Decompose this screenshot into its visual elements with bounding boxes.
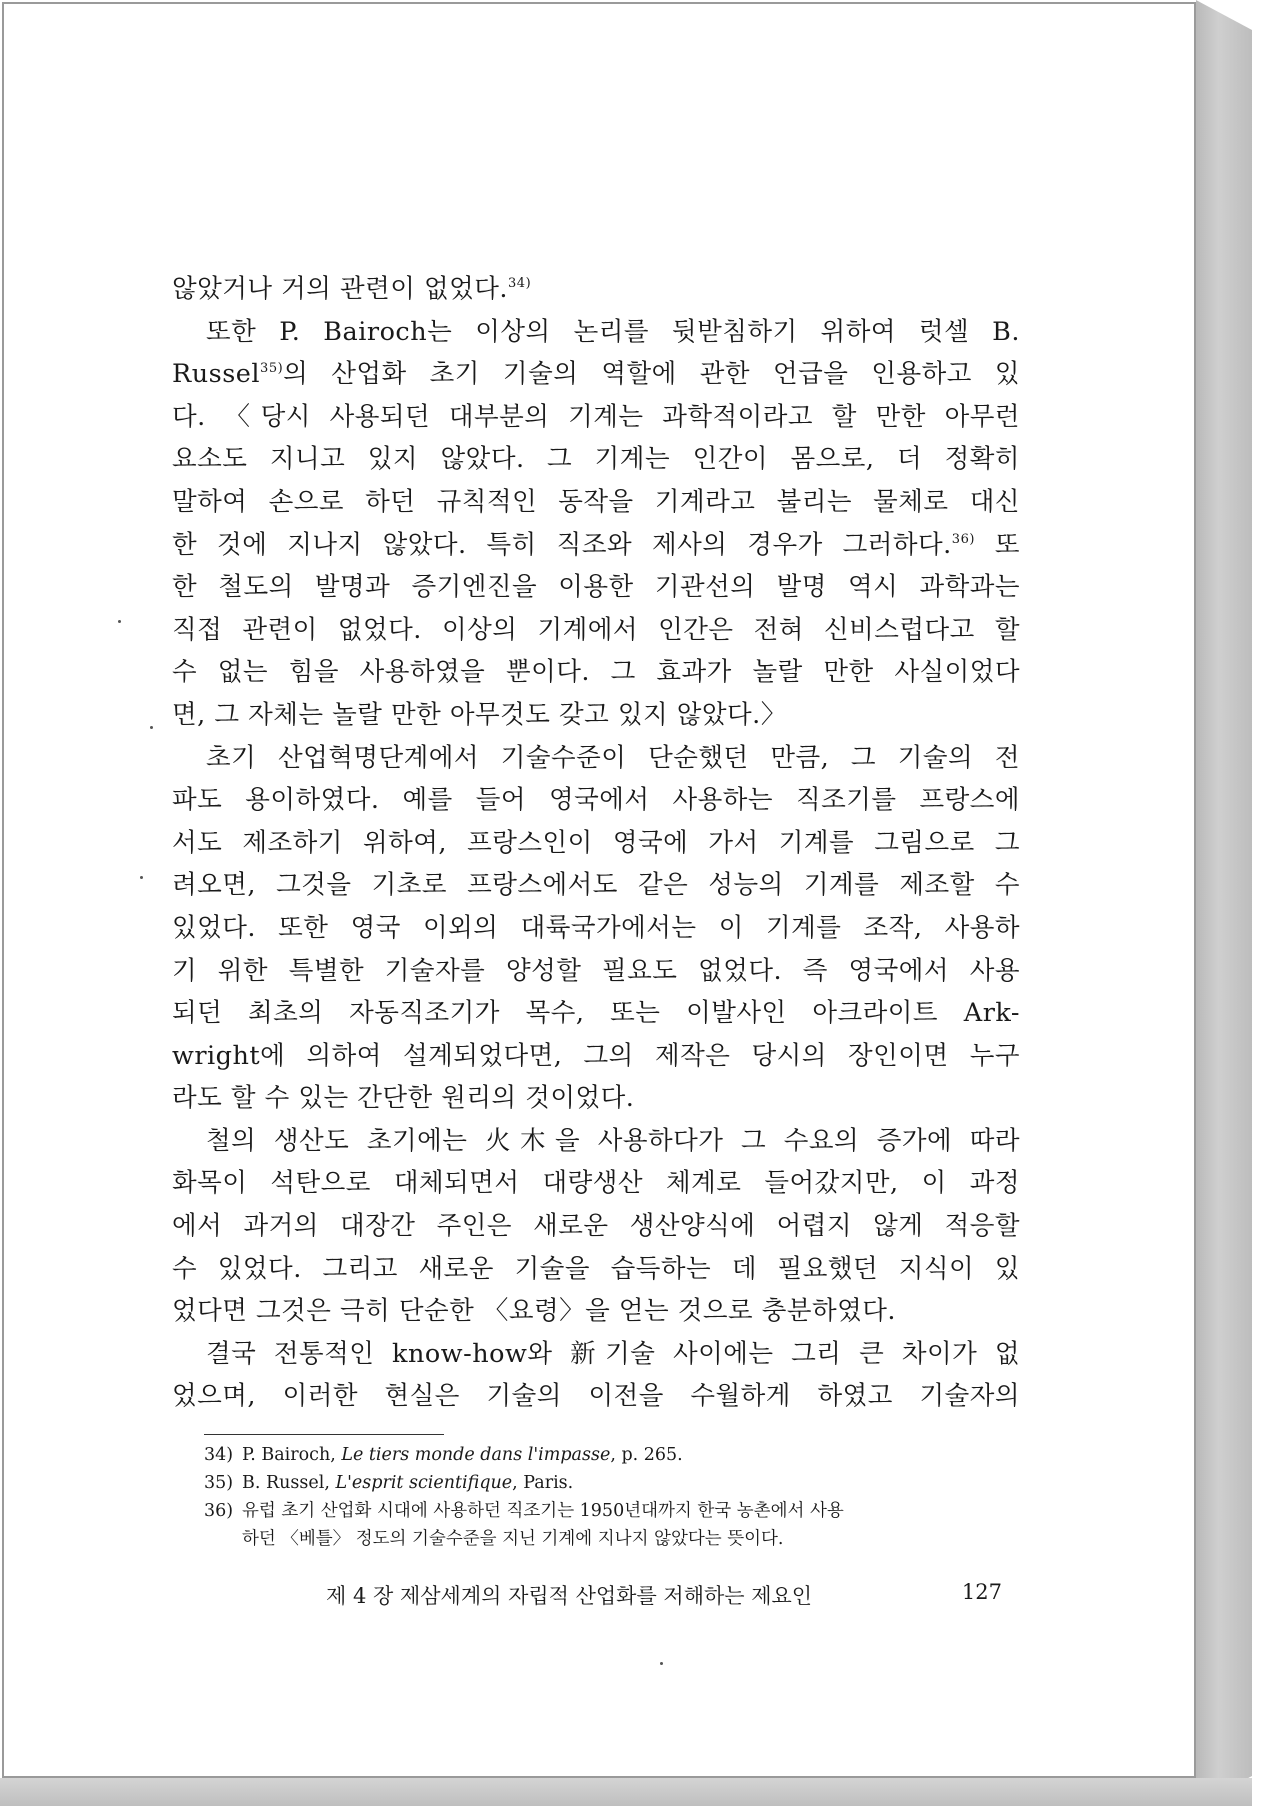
line-text: 있었다. 또한 영국 이외의 대륙국가에서는 이 기계를 조작, 사용하 (172, 912, 1020, 943)
page-edge-shadow-right (1196, 0, 1252, 1806)
text-line (172, 566, 1020, 609)
text-line (172, 1077, 1020, 1120)
line-text: 또 (974, 529, 1020, 560)
line-text: 다. 〈당시 사용되던 대부분의 기계는 과학적이라고 할 만한 아무런 (172, 401, 1020, 432)
line-text: 려오면, 그것을 기초로 프랑스에서도 같은 성능의 기계를 제조할 수 (172, 870, 1020, 901)
text-line (172, 950, 1020, 993)
line-text: 서도 제조하기 위하여, 프랑스인이 영국에 가서 기계를 그림으로 그 (172, 827, 1020, 858)
footnote (204, 1497, 1020, 1525)
book-page (2, 2, 1196, 1778)
text-line (172, 311, 1020, 354)
text-line (172, 1248, 1020, 1291)
line-text: 말하여 손으로 하던 규칙적인 동작을 기계라고 불리는 물체로 대신 (172, 486, 1020, 517)
text-line (172, 1035, 1020, 1078)
footnote-title: L'esprit scientifique (335, 1473, 513, 1493)
footnote-text: , p. 265. (610, 1445, 683, 1465)
text-line (172, 1375, 1020, 1418)
text-line (172, 822, 1020, 865)
line-text: 또한 P. Bairoch는 이상의 논리를 뒷받침하기 위하여 럿셀 B. (206, 316, 1020, 347)
text-line (172, 1333, 1020, 1376)
page-edge-shadow-bottom (0, 1778, 1252, 1806)
line-text: 라도 할 수 있는 간단한 원리의 것이었다. (172, 1083, 635, 1114)
line-text: 요소도 지니고 있지 않았다. 그 기계는 인간이 몸으로, 더 정확히 (172, 444, 1020, 475)
line-text: 한 철도의 발명과 증기엔진을 이용한 기관선의 발명 역시 과학과는 (172, 572, 1020, 603)
text-line (172, 481, 1020, 524)
scan-speck (118, 620, 121, 623)
footnote (204, 1469, 1020, 1497)
line-text: 되던 최초의 자동직조기가 목수, 또는 이발사인 아크라이트 Ark- (172, 998, 1020, 1029)
line-text: 의 산업화 초기 기술의 역할에 관한 언급을 인용하고 있 (283, 359, 1020, 390)
footnote-number: 35) (204, 1473, 234, 1493)
footnote (204, 1525, 1020, 1553)
line-text: 한 것에 지나지 않았다. 특히 직조와 제사의 경우가 그러하다. (172, 529, 952, 560)
text-line (172, 651, 1020, 694)
page-number: 127 (961, 1580, 1002, 1604)
text-line (172, 864, 1020, 907)
line-text: 철의 생산도 초기에는 火木을 사용하다가 그 수요의 증가에 따라 (206, 1125, 1020, 1156)
text-line (172, 609, 1020, 652)
text-line (172, 353, 1020, 396)
text-line (172, 1290, 1020, 1333)
footnote-text: P. Bairoch, (242, 1445, 342, 1465)
line-text: 면, 그 자체는 놀랄 만한 아무것도 갖고 있지 않았다.〉 (172, 699, 787, 730)
footnote-marker: 35) (260, 361, 284, 377)
line-text: 었으며, 이러한 현실은 기술의 이전을 수월하게 하였고 기술자의 (172, 1381, 1020, 1412)
footnote-text: , Paris. (512, 1473, 574, 1493)
footnote-title: Le tiers monde dans l'impasse (341, 1445, 611, 1465)
text-line (172, 438, 1020, 481)
line-text: 수 있었다. 그리고 새로운 기술을 습득하는 데 필요했던 지식이 있 (172, 1253, 1020, 1284)
text-line (172, 396, 1020, 439)
line-text: 기 위한 특별한 기술자를 양성할 필요도 없었다. 즉 영국에서 사용 (172, 955, 1020, 986)
text-line (172, 1205, 1020, 1248)
text-line (172, 1162, 1020, 1205)
line-text: Russel (172, 359, 261, 390)
footnote-text: 하던 〈베틀〉 정도의 기술수준을 지닌 기계에 지나지 않았다는 뜻이다. (242, 1529, 784, 1549)
line-text: 수 없는 힘을 사용하였을 뿐이다. 그 효과가 놀랄 만한 사실이었다 (172, 657, 1020, 688)
line-text: 었다면 그것은 극히 단순한 〈요령〉을 얻는 것으로 충분하였다. (172, 1296, 897, 1327)
footnote-marker: 34) (508, 276, 532, 291)
running-footer (326, 1580, 1002, 1610)
line-text: 파도 용이하였다. 예를 들어 영국에서 사용하는 직조기를 프랑스에 (172, 785, 1020, 816)
footnote-text: B. Russel, (242, 1473, 336, 1493)
text-line (172, 694, 1020, 737)
footnote-number: 36) (204, 1501, 234, 1521)
footnote-text: 유럽 초기 산업화 시대에 사용하던 직조기는 1950년대까지 한국 농촌에서 사용 (242, 1501, 844, 1521)
footnote-number: 34) (204, 1445, 234, 1465)
chapter-title: 제 4 장 제삼세계의 자립적 산업화를 저해하는 제요인 (326, 1584, 813, 1608)
line-text: 직접 관련이 없었다. 이상의 기계에서 인간은 전혀 신비스럽다고 할 (172, 614, 1020, 645)
footnote-marker: 36) (951, 531, 975, 547)
line-text: 초기 산업혁명단계에서 기술수준이 단순했던 만큼, 그 기술의 전 (206, 742, 1020, 773)
line-text: 결국 전통적인 know-how와 新기술 사이에는 그리 큰 차이가 없 (206, 1338, 1020, 1369)
text-line (172, 907, 1020, 950)
text-line (172, 779, 1020, 822)
scan-speck (660, 1662, 663, 1665)
line-text: 않았거나 거의 관련이 없었다. (172, 274, 509, 304)
text-line (172, 524, 1020, 567)
text-line (172, 1120, 1020, 1163)
scan-speck (140, 876, 143, 879)
line-text: 화목이 석탄으로 대체되면서 대량생산 체계로 들어갔지만, 이 과정 (172, 1168, 1020, 1199)
scan-speck (150, 726, 153, 729)
text-line (172, 992, 1020, 1035)
footnote (204, 1441, 1020, 1469)
body-text (172, 268, 1020, 1418)
text-line (172, 268, 1020, 311)
text-line (172, 737, 1020, 780)
footnote-rule (204, 1434, 444, 1435)
line-text: wright에 의하여 설계되었다면, 그의 제작은 당시의 장인이면 누구 (172, 1040, 1020, 1071)
footnotes (204, 1434, 1020, 1553)
line-text: 에서 과거의 대장간 주인은 새로운 생산양식에 어렵지 않게 적응할 (172, 1211, 1020, 1242)
